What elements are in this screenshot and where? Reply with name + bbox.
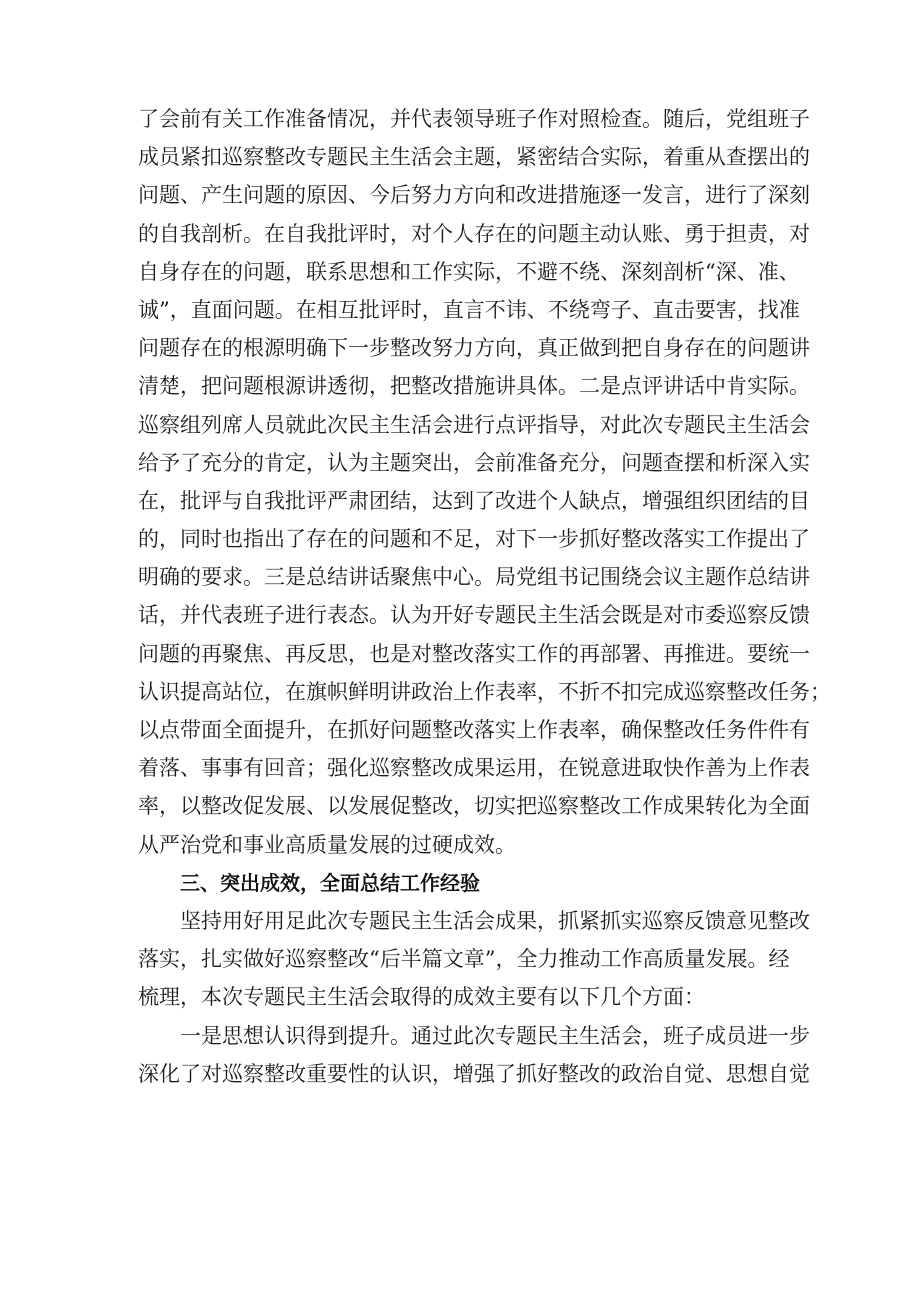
text-line: 问题的再聚焦、再反思，也是对整改落实工作的再部署、再推进。要统一 — [138, 641, 810, 666]
text-line: 话，并代表班子进行表态。认为开好专题民主生活会既是对市委巡察反馈 — [138, 603, 810, 628]
text-line: 坚持用好用足此次专题民主生活会成果，抓紧抓实巡察反馈意见整改 — [180, 908, 810, 933]
text-line: 给予了充分的肯定，认为主题突出，会前准备充分，问题查摆和析深入实 — [138, 450, 810, 475]
paragraph-achievements-intro — [138, 902, 810, 1017]
text-line: 从严治党和事业高质量发展的过硬成效。 — [138, 832, 516, 857]
text-line: 清楚，把问题根源讲透彻，把整改措施讲具体。二是点评讲话中肯实际。 — [138, 374, 810, 399]
text-line: 着落、事事有回音；强化巡察整改成果运用，在锐意进取快作善为上作表 — [138, 756, 810, 781]
document-body — [138, 100, 831, 1093]
text-line: 的，同时也指出了存在的问题和不足，对下一步抓好整改落实工作提出了 — [138, 527, 810, 552]
paragraph-review-summary — [138, 100, 831, 864]
text-line: 落实，扎实做好巡察整改“后半篇文章”，全力推动工作高质量发展。经 — [138, 947, 790, 972]
text-line: 了会前有关工作准备情况，并代表领导班子作对照检查。随后，党组班子 — [138, 107, 810, 131]
text-line: 诚”，直面问题。在相互批评时，直言不讳、不绕弯子、直击要害，找准 — [138, 297, 800, 322]
section-heading-3: 三、突出成效，全面总结工作经验 — [180, 870, 480, 895]
text-line: 自身存在的问题，联系思想和工作实际，不避不绕、深刻剖析“深、准、 — [138, 259, 800, 284]
text-line: 一是思想认识得到提升。通过此次专题民主生活会，班子成员进一步 — [180, 1023, 810, 1048]
text-line: 明确的要求。三是总结讲话聚焦中心。局党组书记围绕会议主题作总结讲 — [138, 565, 810, 590]
text-line: 深化了对巡察整改重要性的认识，增强了抓好整改的政治自觉、思想自觉 — [138, 1061, 810, 1086]
text-line: 的自我剖析。在自我批评时，对个人存在的问题主动认账、勇于担责，对 — [138, 221, 810, 246]
text-line: 在，批评与自我批评严肃团结，达到了改进个人缺点，增强组织团结的目 — [138, 488, 810, 513]
text-line: 巡察组列席人员就此次民主生活会进行点评指导，对此次专题民主生活会 — [138, 412, 810, 437]
text-line: 率，以整改促发展、以发展促整改，切实把巡察整改工作成果转化为全面 — [138, 794, 810, 819]
text-line: 梳理，本次专题民主生活会取得的成效主要有以下几个方面： — [138, 985, 705, 1010]
text-line: 问题存在的根源明确下一步整改努力方向，真正做到把自身存在的问题讲 — [138, 336, 810, 361]
text-line: 以点带面全面提升，在抓好问题整改落实上作表率，确保整改任务件件有 — [138, 718, 810, 742]
text-line: 认识提高站位，在旗帜鲜明讲政治上作表率，不折不扣完成巡察整改任务； — [138, 679, 831, 704]
text-line: 问题、产生问题的原因、今后努力方向和改进措施逐一发言，进行了深刻 — [138, 183, 810, 208]
text-line: 成员紧扣巡察整改专题民主生活会主题，紧密结合实际，着重从查摆出的 — [138, 145, 810, 170]
paragraph-achievement-one — [138, 1017, 810, 1093]
